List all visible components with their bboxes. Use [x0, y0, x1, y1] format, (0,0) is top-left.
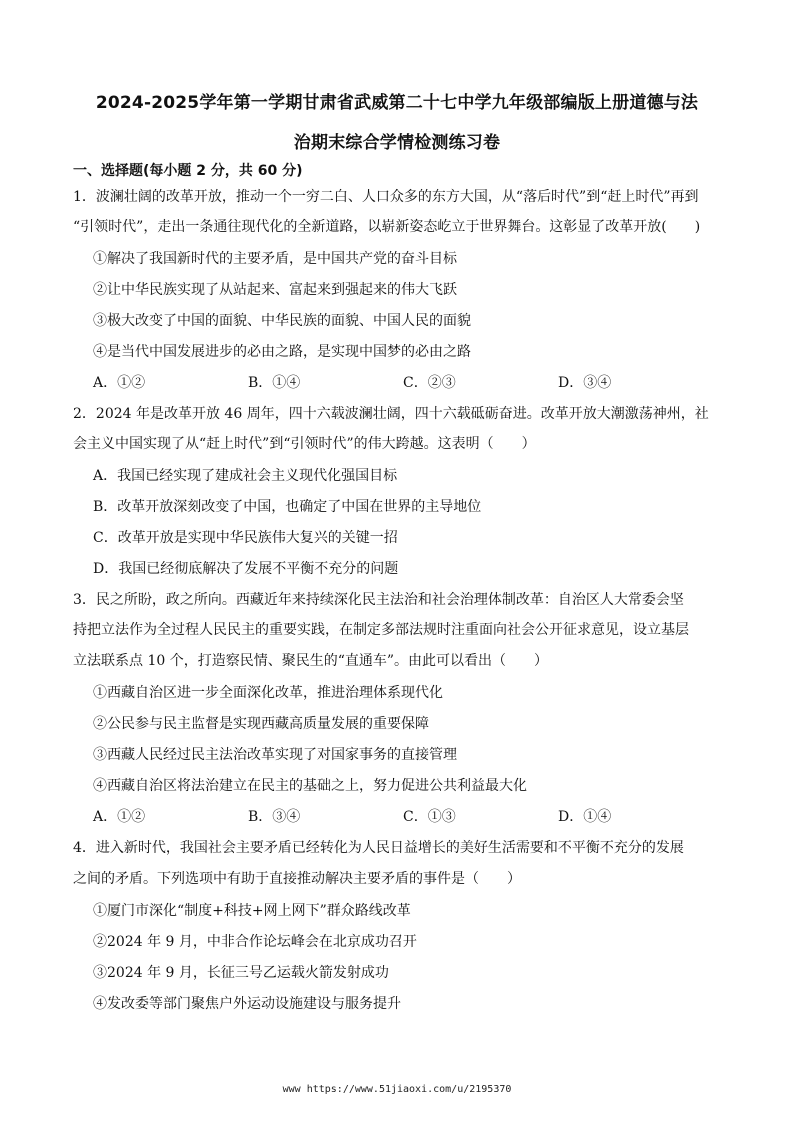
question-1-choices [93, 373, 653, 393]
question-3-stem-line-1: 3．民之所盼，政之所向。西藏近年来持续深化民主法治和社会治理体制改革：自治区人大常委会坚 [73, 592, 684, 608]
question-3-statement-1: ①西藏自治区进一步全面深化改革，推进治理体系现代化 [93, 685, 443, 701]
question-1-stem-line-1: 1．波澜壮阔的改革开放，推动一个一穷二白、人口众多的东方大国，从“落后时代”到“赶上时代”再到 [73, 189, 699, 205]
question-1-statement-2: ②让中华民族实现了从站起来、富起来到强起来的伟大飞跃 [93, 282, 457, 298]
question-2-option-b[interactable]: B．改革开放深刻改变了中国，也确定了中国在世界的主导地位 [93, 499, 482, 515]
exam-title-line-2: 治期末综合学情检测练习卷 [293, 133, 501, 153]
question-4-statement-3: ③2024 年 9 月，长征三号乙运载火箭发射成功 [93, 965, 389, 981]
question-1-choice-d[interactable]: D．③④ [558, 375, 612, 391]
question-1-choice-c[interactable]: C．②③ [403, 375, 456, 391]
section-heading: 一、选择题(每小题 2 分，共 60 分) [73, 163, 303, 179]
question-1-statement-3: ③极大改变了中国的面貌、中华民族的面貌、中国人民的面貌 [93, 313, 471, 329]
question-4-statement-4: ④发改委等部门聚焦户外运动设施建设与服务提升 [93, 996, 401, 1012]
question-3-choice-c[interactable]: C．①③ [403, 809, 456, 825]
question-3-choice-d[interactable]: D．①④ [558, 809, 612, 825]
question-1-choice-b[interactable]: B．①④ [248, 375, 301, 391]
question-2-option-a[interactable]: A．我国已经实现了建成社会主义现代化强国目标 [93, 468, 398, 484]
question-3-statement-2: ②公民参与民主监督是实现西藏高质量发展的重要保障 [93, 716, 429, 732]
question-2-stem-line-2: 会主义中国实现了从“赶上时代”到“引领时代”的伟大跨越。这表明（ ） [73, 436, 536, 452]
question-1-statement-1: ①解决了我国新时代的主要矛盾，是中国共产党的奋斗目标 [93, 251, 457, 267]
question-4-stem-line-1: 4．进入新时代，我国社会主要矛盾已经转化为人民日益增长的美好生活需要和不平衡不充分的发展 [73, 840, 684, 856]
question-3-statement-3: ③西藏人民经过民主法治改革实现了对国家事务的直接管理 [93, 747, 457, 763]
question-4-statement-2: ②2024 年 9 月，中非合作论坛峰会在北京成功召开 [93, 934, 417, 950]
question-3-choices [93, 807, 653, 827]
question-2-stem-line-1: 2．2024 年是改革开放 46 周年，四十六载波澜壮阔，四十六载砥砺奋进。改革开放大潮激荡神州，社 [73, 406, 709, 422]
question-2-option-d[interactable]: D．我国已经彻底解决了发展不平衡不充分的问题 [93, 561, 399, 577]
exam-title-line-1: 2024-2025学年第一学期甘肃省武威第二十七中学九年级部编版上册道德与法 [95, 93, 699, 113]
question-3-stem-line-3: 立法联系点 10 个，打造察民情、聚民生的“直通车”。由此可以看出（ ） [73, 653, 549, 669]
question-3-choice-a[interactable]: A．①② [93, 809, 146, 825]
question-3-stem-line-2: 持把立法作为全过程人民民主的重要实践，在制定多部法规时注重面向社会公开征求意见，设立基层 [73, 622, 689, 638]
question-1-stem-line-2: “引领时代”，走出一条通往现代化的全新道路，以崭新姿态屹立于世界舞台。这彰显了改革开放( ) [73, 219, 701, 235]
footer-source-link[interactable]: www https://www.51jiaoxi.com/u/2195370 [282, 1084, 512, 1095]
question-4-statement-1: ①厦门市深化“制度+科技+网上网下”群众路线改革 [93, 903, 411, 919]
question-1-choice-a[interactable]: A．①② [93, 375, 146, 391]
question-2-option-c[interactable]: C．改革开放是实现中华民族伟大复兴的关键一招 [93, 530, 398, 546]
question-3-choice-b[interactable]: B．③④ [248, 809, 301, 825]
question-3-statement-4: ④西藏自治区将法治建立在民主的基础之上，努力促进公共利益最大化 [93, 778, 527, 794]
question-1-statement-4: ④是当代中国发展进步的必由之路，是实现中国梦的必由之路 [93, 344, 471, 360]
question-4-stem-line-2: 之间的矛盾。下列选项中有助于直接推动解决主要矛盾的事件是（ ） [73, 871, 521, 887]
